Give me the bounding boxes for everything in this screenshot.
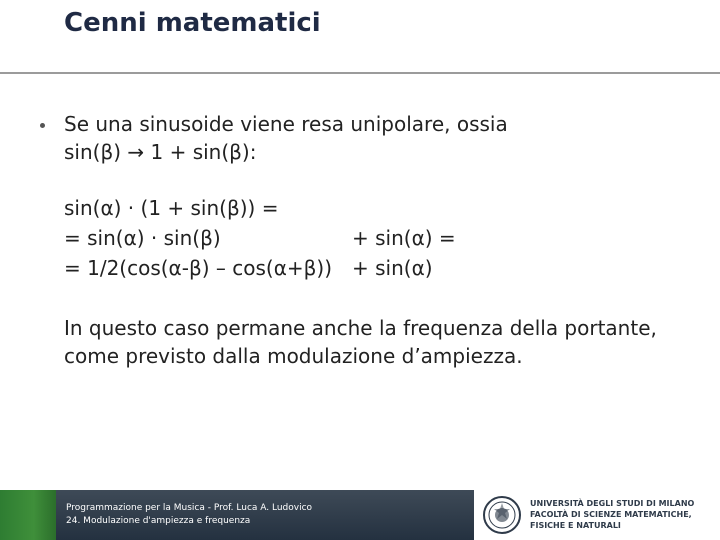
footer-green-strip: [0, 490, 56, 540]
bullet-dot-icon: [40, 123, 45, 128]
equation-line-2-right: + sin(α) =: [352, 226, 456, 250]
footer-course-text: [66, 502, 312, 528]
paragraph-line-1: In questo caso permane anche la frequenza della portante,: [64, 316, 657, 340]
equation-block: [64, 194, 716, 284]
university-name-line-2: FACOLTÀ DI SCIENZE MATEMATICHE,: [530, 510, 692, 519]
bullet-item: [36, 110, 716, 370]
equation-line-3: [64, 254, 716, 284]
footer-course-line-1: Programmazione per la Musica - Prof. Luca A. Ludovico: [66, 503, 313, 513]
footer-course-line-2: 24. Modulazione d'ampiezza e frequenza: [66, 516, 251, 526]
bullet-line-1: Se una sinusoide viene resa unipolare, ossia: [64, 112, 508, 136]
slide-title: Cenni matematici: [64, 8, 321, 38]
university-name: [530, 498, 694, 531]
explanation-paragraph: [64, 314, 716, 370]
university-name-line-1: UNIVERSITÀ DEGLI STUDI DI MILANO: [530, 499, 695, 508]
title-divider: [0, 72, 720, 74]
equation-line-2: [64, 224, 716, 254]
equation-line-3-right: + sin(α): [352, 256, 433, 280]
bullet-line-2: sin(β) → 1 + sin(β):: [64, 140, 257, 164]
equation-line-3-left: = 1/2(cos(α-β) – cos(α+β)): [64, 256, 333, 280]
paragraph-line-2: come previsto dalla modulazione d’ampiezza.: [64, 344, 523, 368]
university-name-line-3: FISICHE E NATURALI: [530, 521, 621, 530]
footer-course-band: [56, 490, 474, 540]
university-logo: [474, 490, 720, 540]
equation-line-1: [64, 194, 716, 224]
equation-line-1-text: sin(α) · (1 + sin(β)) =: [64, 196, 279, 220]
university-seal-icon: [482, 495, 522, 535]
slide-footer: [0, 490, 720, 540]
equation-line-2-left: = sin(α) · sin(β): [64, 226, 221, 250]
slide-content: [36, 110, 716, 370]
